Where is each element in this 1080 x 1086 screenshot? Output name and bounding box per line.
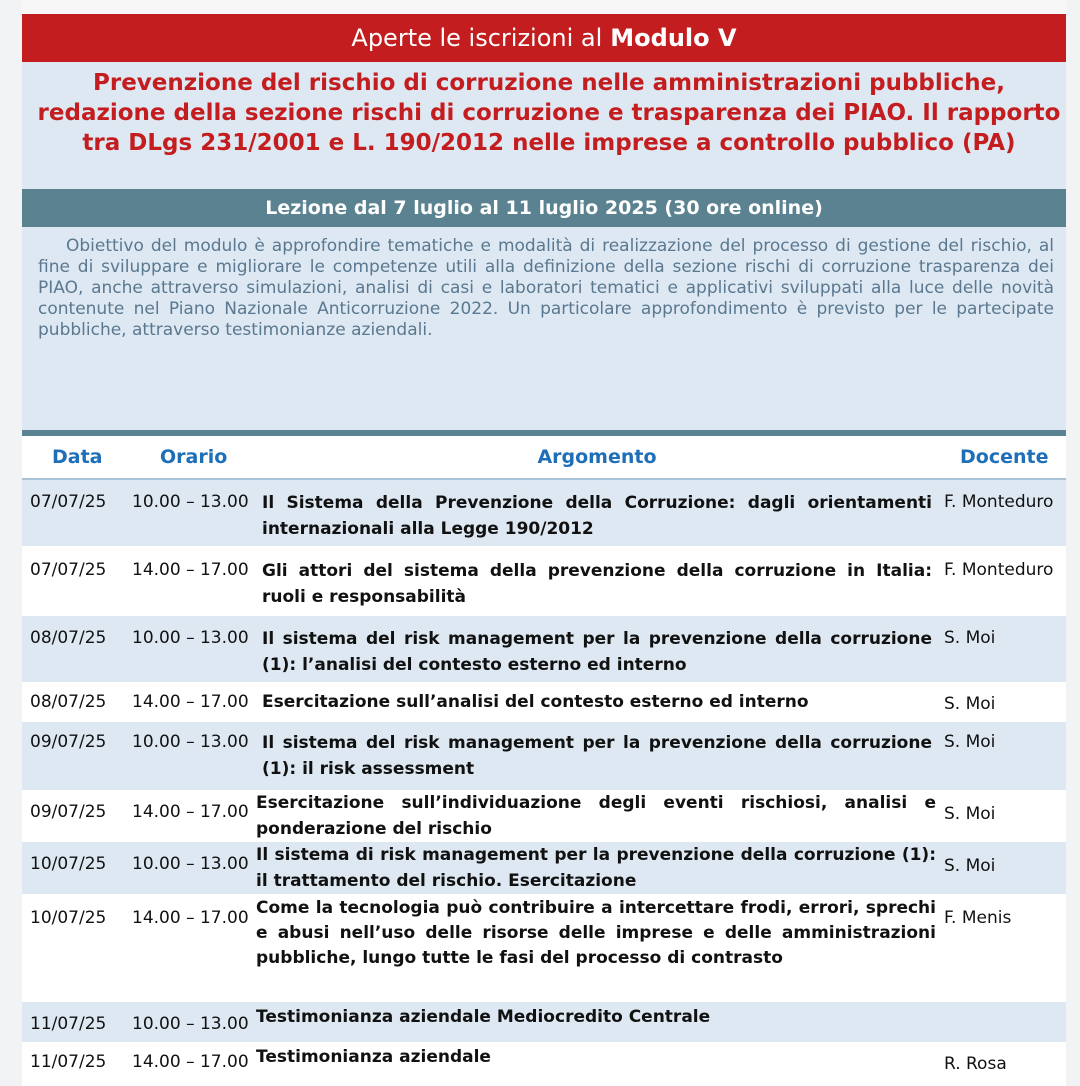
- row-date: 09/07/25: [30, 732, 107, 752]
- row-time: 10.00 – 13.00: [132, 1014, 249, 1034]
- table-row: [22, 480, 1066, 546]
- enrollment-banner: [22, 14, 1066, 62]
- row-time: 10.00 – 13.00: [132, 732, 249, 752]
- row-time: 10.00 – 13.00: [132, 628, 249, 648]
- row-topic: Gli attori del sistema della prevenzione della corruzione in Italia: ruoli e responsabilità: [262, 561, 932, 607]
- row-time: 14.00 – 17.00: [132, 908, 249, 928]
- row-topic: Il sistema del risk management per la prevenzione della corruzione (1): il risk assessment: [262, 733, 932, 779]
- table-row: [22, 1002, 1066, 1042]
- row-teacher: F. Menis: [944, 908, 1012, 928]
- row-date: 09/07/25: [30, 802, 107, 822]
- row-time: 14.00 – 17.00: [132, 802, 249, 822]
- row-teacher: S. Moi: [944, 732, 996, 752]
- banner-text: Aperte le iscrizioni al: [351, 24, 603, 52]
- row-date: 11/07/25: [30, 1052, 107, 1072]
- header-docente: Docente: [960, 446, 1049, 468]
- row-teacher: S. Moi: [944, 694, 996, 714]
- row-time: 10.00 – 13.00: [132, 854, 249, 874]
- title-line-2: redazione della sezione rischi di corruzione e trasparenza dei PIAO. Il rapporto: [37, 100, 1061, 126]
- row-time: 14.00 – 17.00: [132, 560, 249, 580]
- module-title: [32, 68, 1066, 158]
- row-teacher: S. Moi: [944, 628, 996, 648]
- lesson-dates: Lezione dal 7 luglio al 11 luglio 2025 (30 ore online): [265, 197, 823, 219]
- table-row: [22, 616, 1066, 682]
- module-flyer: [22, 0, 1066, 1080]
- top-strip: [22, 0, 1066, 14]
- table-row: [22, 682, 1066, 722]
- row-topic: Il Sistema della Prevenzione della Corruzione: dagli orientamenti internazionali alla Legge 190/2012: [262, 493, 932, 539]
- lesson-dates-bar: [22, 189, 1066, 227]
- row-topic: Testimonianza aziendale Mediocredito Centrale: [256, 1007, 711, 1027]
- row-date: 07/07/25: [30, 560, 107, 580]
- table-header: [22, 436, 1066, 480]
- module-description: Obiettivo del modulo è approfondire tematiche e modalità di realizzazione del processo di gestione del rischio, al fine di sviluppare e migliorare le competenze utili alla definizione della sezione rischi di corruzione trasparenza dei PIAO, anche attraverso simulazioni, analisi di casi e laboratori tematici e applicativi sviluppati alla luce delle novità contenute nel Piano Nazionale Anticorruzione 2022. Un particolare approfondimento è previsto per le partecipate pubbliche, attraverso testimonianze aziendali.: [38, 236, 1054, 340]
- banner-module: Modulo V: [610, 24, 737, 52]
- row-teacher: S. Moi: [944, 804, 996, 824]
- row-topic: Esercitazione sull’analisi del contesto esterno ed interno: [262, 692, 809, 712]
- table-row: [22, 790, 1066, 842]
- row-time: 14.00 – 17.00: [132, 692, 249, 712]
- row-topic: Il sistema di risk management per la prevenzione della corruzione (1): il trattamento del rischio. Esercitazione: [256, 845, 936, 891]
- row-teacher: S. Moi: [944, 856, 996, 876]
- row-date: 10/07/25: [30, 908, 107, 928]
- title-line-3: tra DLgs 231/2001 e L. 190/2012 nelle imprese a controllo pubblico (PA): [82, 130, 1016, 156]
- row-date: 11/07/25: [30, 1014, 107, 1034]
- table-row: [22, 722, 1066, 790]
- row-time: 14.00 – 17.00: [132, 1052, 249, 1072]
- table-row: [22, 894, 1066, 1002]
- title-line-1: Prevenzione del rischio di corruzione nelle amministrazioni pubbliche,: [93, 70, 1005, 96]
- row-date: 08/07/25: [30, 692, 107, 712]
- row-topic: Esercitazione sull’individuazione degli eventi rischiosi, analisi e ponderazione del rischio: [256, 793, 936, 839]
- header-argomento: Argomento: [537, 446, 657, 468]
- row-topic: Come la tecnologia può contribuire a intercettare frodi, errori, sprechi e abusi nell’uso delle risorse delle imprese e delle amministrazioni pubbliche, lungo tutte le fasi del processo di contrasto: [256, 898, 936, 968]
- row-topic: Il sistema del risk management per la prevenzione della corruzione (1): l’analisi del contesto esterno ed interno: [262, 629, 932, 675]
- row-topic: Testimonianza aziendale: [256, 1047, 491, 1067]
- table-row: [22, 842, 1066, 894]
- row-date: 10/07/25: [30, 854, 107, 874]
- row-teacher: F. Monteduro: [944, 560, 1054, 580]
- row-date: 07/07/25: [30, 492, 107, 512]
- row-teacher: F. Monteduro: [944, 492, 1054, 512]
- row-date: 08/07/25: [30, 628, 107, 648]
- row-teacher: R. Rosa: [944, 1054, 1007, 1074]
- header-data: Data: [52, 446, 103, 468]
- row-time: 10.00 – 13.00: [132, 492, 249, 512]
- table-row: [22, 1042, 1066, 1080]
- table-row: [22, 546, 1066, 616]
- schedule-table: [22, 430, 1066, 1086]
- header-orario: Orario: [160, 446, 228, 468]
